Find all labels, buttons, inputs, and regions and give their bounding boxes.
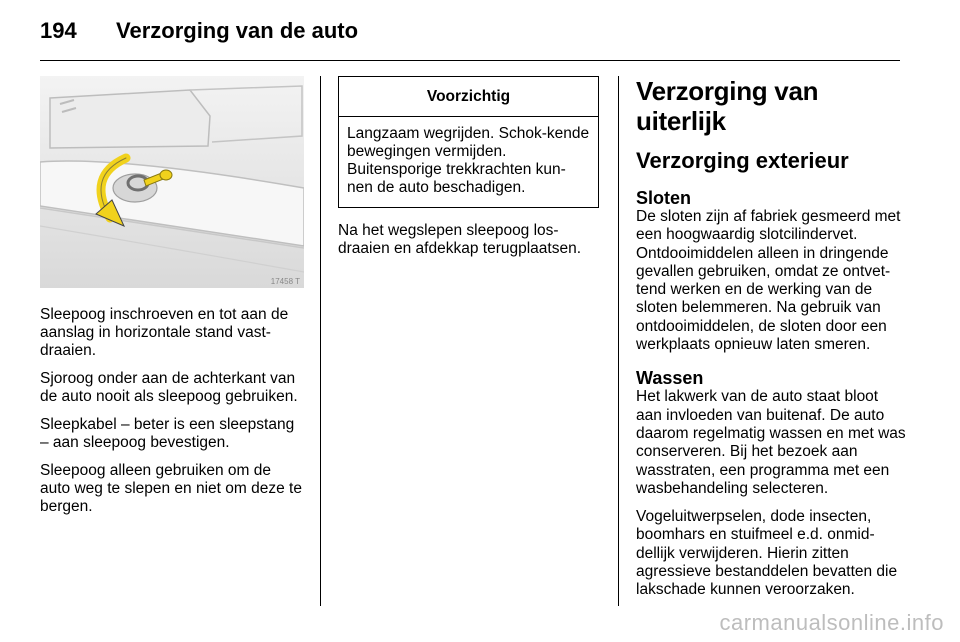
- column-divider: [320, 76, 321, 606]
- right-column: [636, 76, 906, 610]
- column-divider: [618, 76, 619, 606]
- sloten-heading: Sloten: [636, 188, 692, 208]
- left-body-text: [40, 306, 305, 516]
- towing-eye-illustration: [40, 76, 304, 288]
- sloten-paragraph: De sloten zijn af fabriek gesmeerd met een hoogwaardig slotcilindervet. Ontdooimiddelen alleen in dringende gevallen gebruiken, omdat ze ontvet-tend werken en de werking van de sloten belemmeren. Na gebruik van ontdooimiddelen, de sloten door een werkplaats opnieuw laten smeren.: [636, 208, 901, 354]
- paragraph: Sjoroog onder aan de achterkant van de auto nooit als sleepoog gebruiken.: [40, 370, 298, 405]
- page-number: 194: [40, 18, 77, 43]
- caution-text: Langzaam wegrijden. Schok-kende bewegingen vermijden. Buitensporige trekkrachten kun-nen de auto beschadigen.: [347, 125, 590, 196]
- main-heading: Verzorging van uiterlijk: [636, 76, 819, 136]
- watermark: carmanualsonline.info: [719, 610, 944, 635]
- section-title: Verzorging van de auto: [116, 18, 359, 43]
- paragraph: Sleepoog alleen gebruiken om de auto weg te slepen en niet om deze te bergen.: [40, 462, 302, 515]
- wassen-heading: Wassen: [636, 368, 704, 389]
- header-rule: [40, 60, 900, 61]
- paragraph: Na het wegslepen sleepoog los-draaien en afdekkap terugplaatsen.: [338, 222, 582, 257]
- sub-heading: Verzorging exterieur: [636, 148, 849, 173]
- caution-box: [338, 76, 599, 208]
- left-column: [40, 76, 305, 526]
- paragraph: Sleepkabel – beter is een sleepstang – aan sleepoog bevestigen.: [40, 416, 295, 451]
- caution-title: Voorzichtig: [339, 77, 598, 117]
- paragraph: Sleepoog inschroeven en tot aan de aanslag in horizontale stand vast-draaien.: [40, 306, 289, 359]
- wassen-paragraph: Vogeluitwerpselen, dode insecten, boomhars en stuifmeel e.d. onmid-dellijk verwijderen. Hierin zitten agressieve bestanddelen bevatten die lakschade kunnen veroorzaken.: [636, 508, 898, 599]
- bumper-drawing-icon: [40, 76, 304, 288]
- figure-code: 17458 T: [270, 277, 300, 286]
- middle-column: [338, 76, 600, 268]
- wassen-paragraph: Het lakwerk van de auto staat bloot aan invloeden van buitenaf. De auto daarom regelmatig wassen en met was conserveren. Bij het bezoek aan wasstraten, een programma met een wasbehandeling selecteren.: [636, 388, 906, 497]
